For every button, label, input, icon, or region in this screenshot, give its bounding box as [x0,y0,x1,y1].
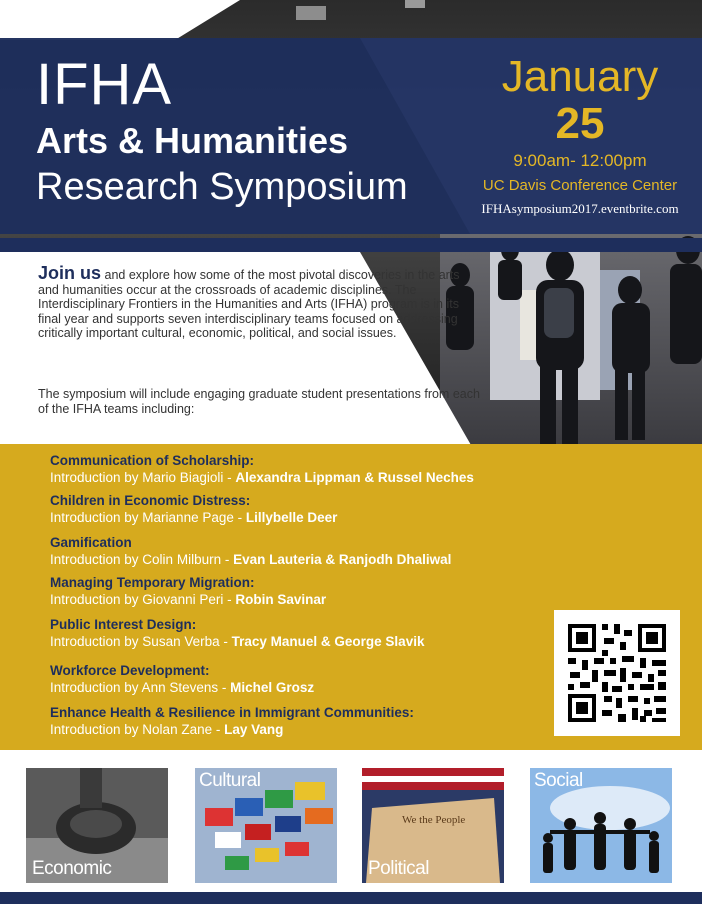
constitution-script: We the People [402,814,466,826]
tile-label: Economic [32,858,112,879]
presentation-title: Gamification [50,535,132,550]
presentation-item [50,704,570,738]
presentation-item [50,534,570,568]
intro-paragraph [38,263,478,341]
presenter-names: Evan Lauteria & Ranjodh Dhaliwal [233,552,452,567]
title-research-symposium: Research Symposium [36,166,408,208]
symposium-paragraph: The symposium will include engaging graduate student presentations from each of the IFHA teams including: [38,387,480,416]
event-venue: UC Davis Conference Center [482,177,678,194]
title-arts-humanities: Arts & Humanities [36,120,349,161]
presentation-intro: Introduction by Nolan Zane - Lay Vang [50,722,284,737]
presentation-title: Public Interest Design: [50,617,197,632]
presenter-names: Alexandra Lippman & Russel Neches [235,470,474,485]
presenter-names: Robin Savinar [235,592,327,607]
presentation-item [50,452,570,486]
presentation-intro: Introduction by Colin Milburn - Evan Lauteria & Ranjodh Dhaliwal [50,552,452,567]
qr-code[interactable] [554,610,680,736]
presentation-item [50,662,570,696]
presentation-intro: Introduction by Ann Stevens - Michel Grosz [50,680,315,695]
presentation-title: Managing Temporary Migration: [50,575,255,590]
presentation-item [50,492,570,526]
presentation-item [50,616,570,650]
tile-economic [26,768,168,883]
tile-label: Social [534,770,583,791]
event-url-link[interactable]: IFHAsymposium2017.eventbrite.com [481,201,679,216]
tile-social [530,768,672,883]
presentation-intro: Introduction by Mario Biagioli - Alexandra Lippman & Russel Neches [50,470,474,485]
tile-cultural [195,768,337,883]
tile-label: Political [368,858,429,879]
presentation-title: Communication of Scholarship: [50,453,255,468]
presentation-intro: Introduction by Marianne Page - Lillybelle Deer [50,510,338,525]
presentation-item [50,574,570,608]
event-time: 9:00am- 12:00pm [513,151,647,170]
event-month: January [501,52,659,101]
join-us-heading: Join us [38,263,102,283]
tile-label: Cultural [199,770,261,791]
presentation-title: Enhance Health & Resilience in Immigrant Communities: [50,705,414,720]
bottom-navy-bar [0,892,702,904]
presenter-names: Lay Vang [224,722,284,737]
presenter-names: Michel Grosz [230,680,315,695]
event-day: 25 [555,99,605,148]
intro-body: and explore how some of the most pivotal discoveries in the arts and humanities occur at the crossroads of academic disciplines. The Interdisciplinary Frontiers in the Humanities and Arts (IFHA) program is in its final year and supports seven interdisciplinary teams focused on addressing critically important cultural, economic, political, and social issues. [38,268,460,340]
presentation-title: Workforce Development: [50,663,210,678]
presentation-intro: Introduction by Susan Verba - Tracy Manuel & George Slavik [50,634,425,649]
presentation-title: Children in Economic Distress: [50,493,251,508]
presenter-names: Lillybelle Deer [245,510,338,525]
navy-divider [0,238,702,252]
presentation-intro: Introduction by Giovanni Peri - Robin Savinar [50,592,327,607]
tile-political [362,768,504,883]
presenter-names: Tracy Manuel & George Slavik [231,634,425,649]
title-ifha: IFHA [36,52,173,117]
top-white-corner [0,0,702,40]
